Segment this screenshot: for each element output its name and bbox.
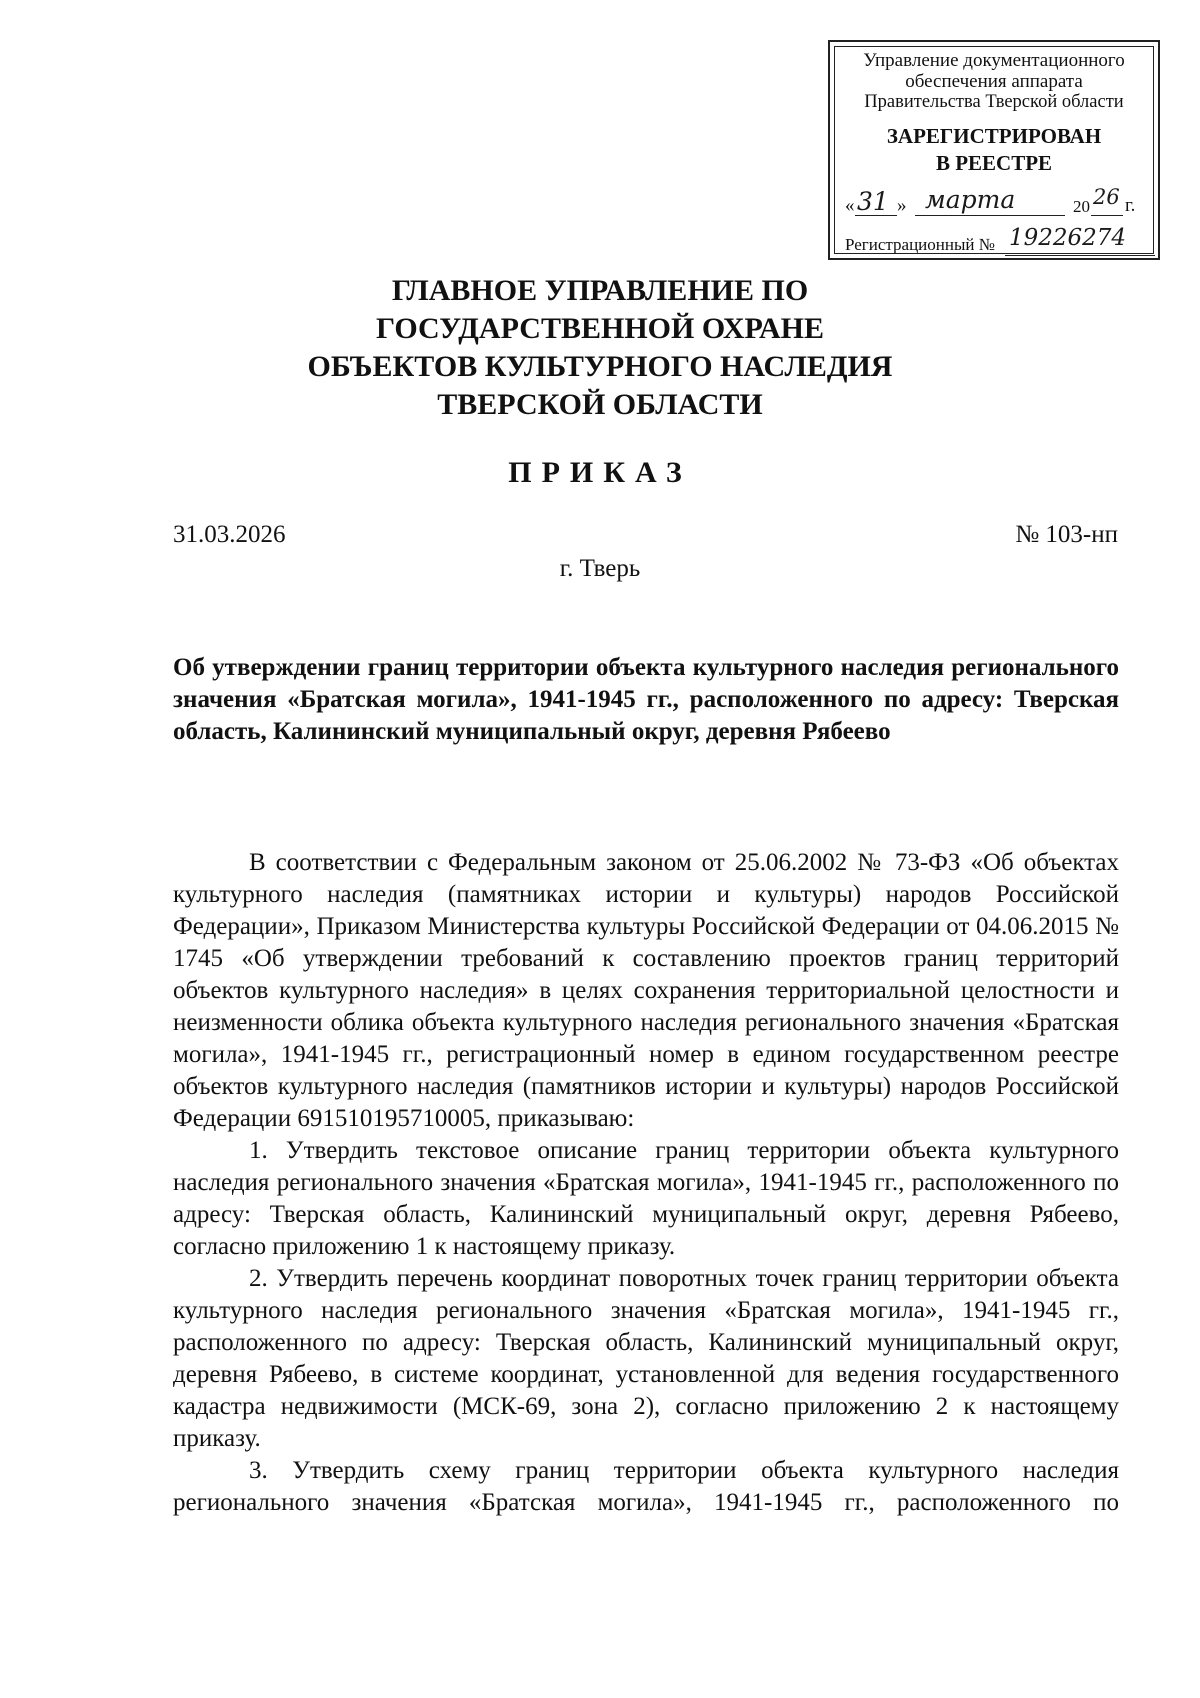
stamp-reg-underline bbox=[1005, 255, 1155, 256]
stamp-department-line-3: Правительства Тверской области bbox=[864, 92, 1124, 112]
stamp-registered-label: ЗАРЕГИСТРИРОВАН bbox=[886, 124, 1102, 148]
stamp-date-month: марта bbox=[925, 185, 1016, 214]
stamp-date-open-quote: « bbox=[845, 195, 855, 216]
stamp-date-day-underline bbox=[855, 215, 897, 216]
body-preamble: В соответствии с Федеральным законом от 25.06.2002 № 73-ФЗ «Об объектах культурного наследия (памятниках истории и культуры) народов Российской Федерации», Приказом Министерства культуры Российской Федерации от 04.06.2015 № 1745 «Об утверждении требований к составлению проектов границ территорий объектов культурного наследия» в целях сохранения территориальной целостности и неизменности облика объекта культурного наследия регионального значения «Братская могила», 1941-1945 гг., регистрационный номер в едином государственном реестре объектов культурного наследия (памятников истории и культуры) народов Российской Федерации 691510195710005, приказываю: bbox=[173, 849, 1119, 1132]
org-title-line-1: ГЛАВНОЕ УПРАВЛЕНИЕ ПО bbox=[391, 274, 809, 307]
organization-title bbox=[230, 272, 970, 424]
body-item-2: 2. Утвердить перечень координат поворотных точек границ территории объекта культурного наследия регионального значения «Братская могила», 1941-1945 гг., расположенного по адресу: Тверская область, Калининский муниципальный округ, деревня Рябеево, в системе координат, установленной для ведения государственного кадастра недвижимости (МСК-69, зона 2), согласно приложению 2 к настоящему приказу. bbox=[173, 1265, 1119, 1452]
org-title-line-2: ГОСУДАРСТВЕННОЙ ОХРАНЕ bbox=[376, 312, 824, 345]
body-item-1: 1. Утвердить текстовое описание границ территории объекта культурного наследия регионального значения «Братская могила», 1941-1945 гг., расположенного по адресу: Тверская область, Калининский муниципальный округ, деревня Рябеево, согласно приложению 1 к настоящему приказу. bbox=[173, 1137, 1119, 1260]
stamp-date bbox=[845, 185, 1145, 221]
stamp-date-year-underline bbox=[1091, 215, 1123, 216]
stamp-date-year-unit: г. bbox=[1125, 195, 1136, 216]
order-date: 31.03.2026 bbox=[173, 521, 286, 548]
stamp-reg-number: 19226274 bbox=[1009, 225, 1127, 251]
stamp-date-month-underline bbox=[915, 215, 1065, 216]
stamp-date-close-quote: » bbox=[897, 195, 907, 216]
stamp-date-year-suffix: 26 bbox=[1093, 185, 1120, 209]
stamp-reg-label: Регистрационный № bbox=[845, 235, 995, 254]
order-subject: Об утверждении границ территории объекта культурного наследия регионального значения «Братская могила», 1941-1945 гг., расположенного по адресу: Тверская область, Калининский муниципальный округ, деревня Рябеево bbox=[173, 654, 1119, 745]
org-title-line-4: ТВЕРСКОЙ ОБЛАСТИ bbox=[437, 388, 763, 421]
org-title-line-3: ОБЪЕКТОВ КУЛЬТУРНОГО НАСЛЕДИЯ bbox=[307, 350, 893, 383]
order-city: г. Тверь bbox=[559, 555, 641, 582]
stamp-registry-label: В РЕЕСТРЕ bbox=[935, 151, 1053, 175]
stamp-department-line-1: Управление документационного bbox=[863, 50, 1125, 71]
stamp-registration-number bbox=[845, 225, 1145, 259]
stamp-inner-frame bbox=[834, 46, 1154, 254]
order-number: № 103-нп bbox=[1015, 521, 1118, 548]
stamp-department-line-2: обеспечения аппарата bbox=[905, 71, 1083, 92]
document-type-heading: ПРИКАЗ bbox=[508, 456, 692, 489]
stamp-date-year-prefix: 20 bbox=[1073, 197, 1090, 216]
body-item-3: 3. Утвердить схему границ территории объекта культурного наследия регионального значения «Братская могила», 1941-1945 гг., расположенного по bbox=[173, 1457, 1119, 1516]
order-body bbox=[173, 847, 1119, 1519]
stamp-date-day: 31 bbox=[857, 187, 889, 216]
registration-stamp bbox=[828, 40, 1160, 260]
